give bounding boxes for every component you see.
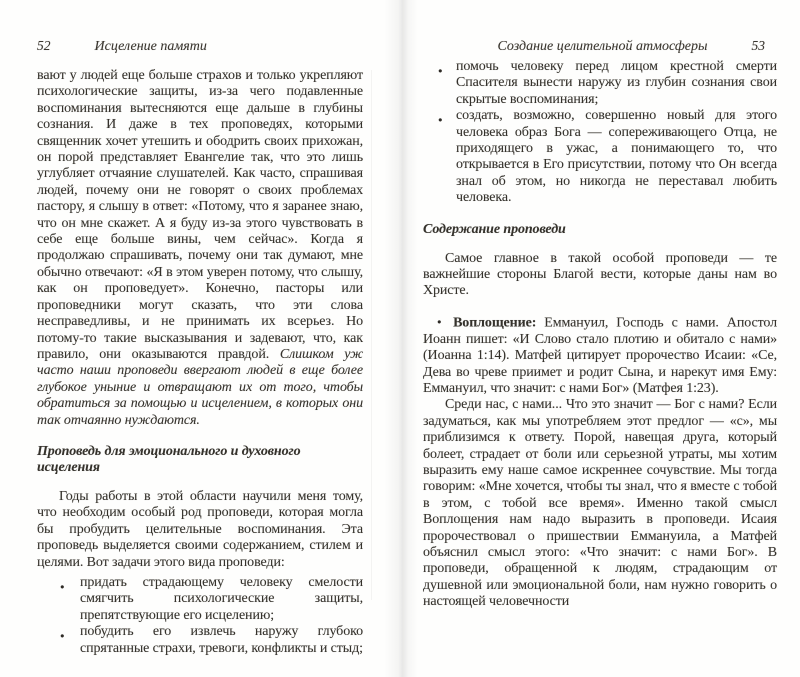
continued-paragraph-italic: Слишком уж часто наши проповеди ввергают людей в еще более глубокое уныние и отвращают их от того, чтобы обратиться за помощью и исцелением, в которых они так отчаянно нуждаются. bbox=[37, 346, 363, 428]
book-spine-shadow bbox=[384, 0, 418, 677]
closing-paragraph: Среди нас, с нами... Что это значит — Бог с нами? Если задуматься, как мы употребляем этот предлог — «с», мы приблизимся к ответу. Порой, навещая друга, который болеет, страдает от боли или серьезной утраты, мы хотим выразить ему наше самое искреннее сочувствие. Мы тогда говорим: «Мне хочется, чтобы ты знал, что я вместе с тобой в этом, с тобой все время». Именно такой смысл Воплощения нам надо выразить в проповеди. Исаия пророчествовал о пришествии Еммануила, а Матфей объяснил смысл этого: «Что значит: с нами Бог». В проповеди, обращенной к людям, страдающим от душевной или эмоциональной боли, нам нужно говорить о настоящей человечности bbox=[423, 397, 777, 610]
page-number-right: 53 bbox=[751, 38, 765, 53]
left-page bbox=[37, 0, 363, 677]
running-title-right: Создание целительной атмосферы bbox=[497, 39, 708, 54]
bullet-icon: ● bbox=[437, 316, 447, 326]
bullet-icon: ● bbox=[60, 581, 65, 591]
bullet-text: побудить его извлечь наружу глубоко спрятанные страхи, тревоги, конфликты и стыд; bbox=[80, 624, 363, 656]
continued-paragraph bbox=[37, 68, 363, 429]
bullet-text: создать, возможно, совершенно новый для этого человека образ Бога — сопереживающего Отца, не приходящего в ужас, а понимающего то, что открывается в Его присутствии, потому что Он всегда знал об этом, но никогда не переставал любить человека. bbox=[456, 108, 777, 206]
incarnation-paragraph bbox=[423, 314, 777, 398]
continued-paragraph-normal: вают у людей еще больше страхов и только укрепляют психологические защиты, из-за чего подавленные воспоминания вытесняются еще дальше в глубины сознания. И даже в тех проповедях, которыми священник хочет утешить и ободрить своих прихожан, он порой представляет Евангелие так, что это лишь углубляет отчаяние слушателей. Как часто, спрашивая людей, почему они не говорят о своих проблемах пастору, я слышу в ответ: «Потому, что я заранее знаю, что он мне скажет. А я буду из-за этого чувствовать в себе еще больше вины, чем сейчас». Когда я продолжаю спрашивать, почему они так думают, мне обычно отвечают: «Я в этом уверен потому, что слышу, как он проповедует». Конечно, пасторы или проповедники могут сказать, что эти слова несправедливы, и не принимать их всерьез. Но потому-то такие высказывания и задевают, что, как правило, они оказываются правдой. bbox=[37, 68, 363, 362]
list-item bbox=[37, 575, 363, 624]
bullet-text: придать страдающему человеку смелости смягчить психологические защиты, препятствующие его исцелению; bbox=[80, 574, 363, 623]
bullet-icon: ● bbox=[438, 66, 443, 75]
list-item bbox=[37, 624, 363, 657]
incarnation-text: Еммануил, Господь с нами. Апостол Иоанн пишет: «И Слово стало плотию и обитало с нами» (Иоанна 1:14). Матфей цитирует пророчество Исаии: «Се, Дева во чреве приимет и родит Сына, и нарекут имя Ему: Еммануил, что значит: с нами Бог» (Матфея 1:23). bbox=[423, 315, 778, 396]
section-heading-left: Проповедь для эмоционального и духовного исцеления bbox=[37, 443, 301, 475]
intro-paragraph: Годы работы в этой области научили меня тому, что необходим особый род проповеди, которая могла бы пробудить целительные воспоминания. Эта проповедь выделяется своими содержанием, стилем и целями. Вот задачи этого вида проповеди: bbox=[37, 488, 363, 570]
bullet-list-left bbox=[37, 575, 363, 657]
page-edge-line bbox=[371, 70, 372, 600]
list-item bbox=[423, 59, 777, 108]
page-number-left: 52 bbox=[37, 38, 51, 53]
right-page bbox=[423, 0, 777, 677]
list-item bbox=[423, 108, 777, 206]
running-title-left: Исцеление памяти bbox=[94, 39, 207, 54]
bullet-icon: ● bbox=[438, 115, 443, 125]
bullet-icon: ● bbox=[60, 631, 65, 641]
running-head-left bbox=[37, 38, 363, 55]
incarnation-label: Воплощение: bbox=[453, 315, 537, 331]
bullet-list-right bbox=[423, 59, 777, 207]
bullet-text: помочь человеку перед лицом крестной смерти Спасителя вынести наружу из глубин сознания свои скрытые воспоминания; bbox=[456, 59, 777, 107]
section-heading-right: Содержание проповеди bbox=[423, 221, 566, 237]
running-head-right bbox=[423, 38, 777, 55]
lead-paragraph: Самое главное в такой особой проповеди — те важнейшие стороны Благой вести, которые даны нам во Христе. bbox=[423, 250, 777, 299]
